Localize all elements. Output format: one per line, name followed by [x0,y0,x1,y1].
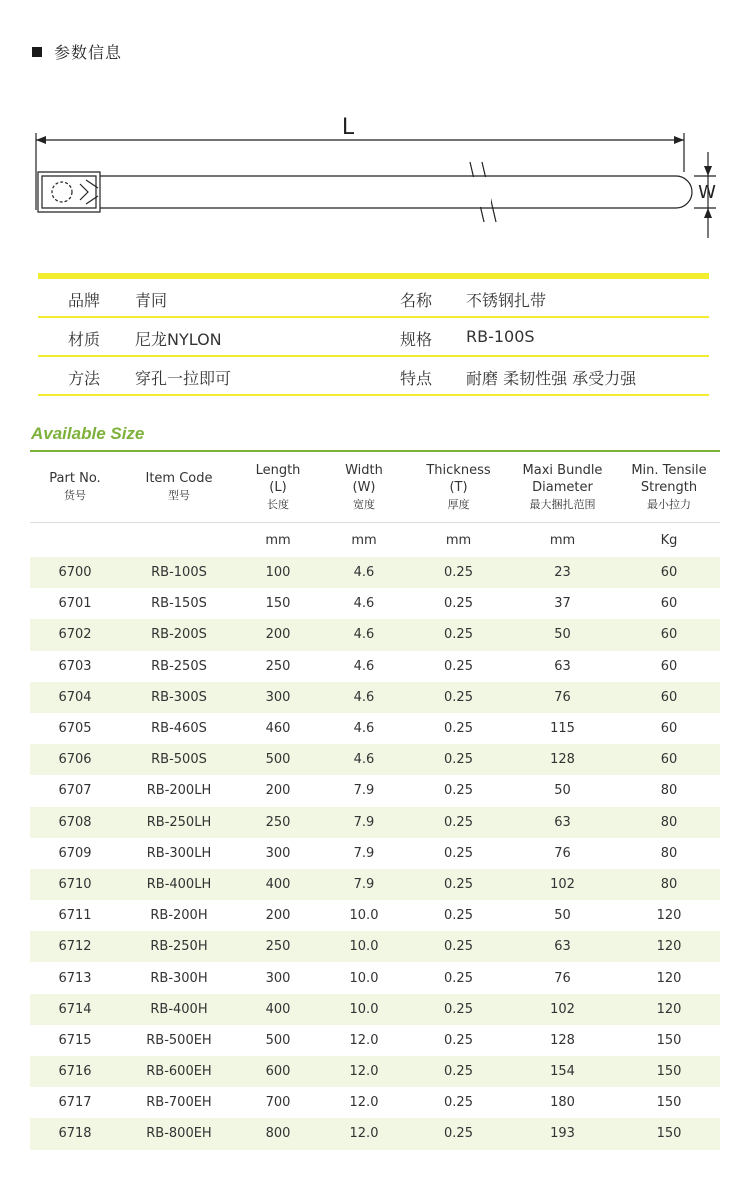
table-cell: 80 [660,876,678,892]
column-header [318,452,410,523]
header-label-cn: 货号 [64,489,86,502]
spec-key: 材质 [68,330,101,349]
table-cell: RB-300S [151,689,207,705]
table-cell: 63 [554,658,571,674]
cable-tie-diagram [0,100,750,250]
table-cell: 0.25 [444,970,473,986]
table-cell: 120 [656,1001,682,1017]
table-cell: RB-500EH [146,1032,212,1048]
table-cell: 200 [265,908,291,924]
table-cell: 0.25 [444,939,473,955]
unit-cell: mm [265,532,291,548]
header-label: Strength [640,479,698,495]
column-header [507,452,618,523]
table-row [30,1087,720,1118]
header-label: (L) [269,479,287,495]
table-cell: 128 [550,1032,575,1048]
table-cell: 0.25 [444,845,473,861]
header-label-cn: 最大捆扎范围 [529,497,596,511]
table-cell: 0.25 [444,814,473,830]
table-cell: 37 [554,596,571,612]
tie-head-hole [52,182,72,202]
spec-key: 方法 [68,369,101,388]
table-cell: 800 [265,1126,291,1142]
table-cell: RB-200H [150,908,208,924]
header-label: (T) [449,479,468,495]
spec-value: RB-100S [466,327,535,346]
table-cell: 6707 [58,783,92,799]
header-label: Diameter [532,479,593,495]
column-header [120,452,238,523]
table-cell: 7.9 [353,783,375,799]
table-cell: 6715 [58,1032,92,1048]
spec-value: 穿孔一拉即可 [135,369,232,388]
table-cell: 50 [554,908,571,924]
table-row [30,557,720,588]
table-header-row [30,452,720,523]
table-cell: 6714 [58,1001,92,1017]
table-cell: 60 [660,596,678,612]
header-label: Width [345,462,383,478]
spec-value: 耐磨 柔韧性强 承受力强 [466,369,637,388]
table-cell: 150 [656,1126,682,1142]
section-header [32,40,122,63]
size-table [30,452,720,1150]
table-cell: 63 [554,939,571,955]
table-cell: 0.25 [444,689,473,705]
table-row [30,838,720,869]
table-cell: 12.0 [349,1095,379,1111]
table-cell: 0.25 [444,721,473,737]
table-cell: 500 [265,1032,291,1048]
table-cell: 6710 [58,876,92,892]
spec-value: 青同 [135,291,168,310]
table-cell: 6712 [58,939,92,955]
header-label-cn: 宽度 [353,497,375,511]
unit-cell: Kg [660,532,678,548]
table-cell: RB-200LH [146,783,212,799]
length-label: L [341,115,355,140]
table-cell: 6711 [58,908,92,924]
column-header [238,452,318,523]
table-cell: 250 [265,814,291,830]
table-cell: 150 [265,596,291,612]
unit-cell [30,523,120,558]
width-label: W [698,182,716,203]
table-cell: 23 [554,565,571,581]
section-title: 参数信息 [54,43,123,62]
table-cell: RB-400LH [146,876,212,892]
table-cell: 60 [660,689,678,705]
spec-table [38,279,709,396]
table-row [30,651,720,682]
table-cell: 0.25 [444,1001,473,1017]
spec-key: 规格 [400,330,433,349]
table-cell: 120 [656,970,682,986]
table-cell: 4.6 [353,627,375,643]
tie-tail [676,176,692,208]
table-cell: 6704 [58,689,92,705]
table-row [30,807,720,838]
table-cell: 60 [660,721,678,737]
table-row [30,775,720,806]
table-cell: 50 [554,627,571,643]
table-cell: 76 [554,845,571,861]
table-cell: 150 [656,1095,682,1111]
table-cell: 200 [265,627,291,643]
table-cell: 10.0 [349,1001,379,1017]
table-cell: 180 [550,1095,575,1111]
table-cell: RB-250S [151,658,207,674]
column-header [618,452,720,523]
table-cell: 150 [656,1032,682,1048]
table-cell: RB-460S [151,721,207,737]
table-cell: 7.9 [353,876,375,892]
table-cell: 60 [660,752,678,768]
spec-value: 不锈钢扎带 [466,291,547,310]
header-label-cn: 厚度 [447,497,470,511]
table-cell: 10.0 [349,939,379,955]
table-cell: 300 [265,845,291,861]
table-cell: 60 [660,658,678,674]
table-cell: 0.25 [444,1095,473,1111]
table-cell: 400 [265,1001,291,1017]
table-cell: 0.25 [444,658,473,674]
table-cell: 0.25 [444,908,473,924]
spec-key: 名称 [400,291,433,310]
header-label-cn: 型号 [168,489,190,502]
table-row [30,900,720,931]
table-row [30,1056,720,1087]
table-cell: 6708 [58,814,92,830]
table-cell: 12.0 [349,1032,379,1048]
spec-row [38,279,709,318]
arrow-down-icon [704,166,712,176]
table-cell: 120 [656,908,682,924]
table-cell: 4.6 [353,658,375,674]
table-cell: RB-600EH [146,1064,212,1080]
header-label: Part No. [49,471,101,486]
table-cell: RB-300LH [146,845,212,861]
table-cell: 6709 [58,845,92,861]
table-cell: 150 [656,1064,682,1080]
table-row [30,994,720,1025]
table-cell: RB-700EH [146,1095,212,1111]
table-cell: 102 [550,1001,575,1017]
arrow-up-icon [704,208,712,218]
table-cell: 6718 [58,1126,92,1142]
table-row [30,1118,720,1149]
table-cell: 60 [660,627,678,643]
table-cell: 6717 [58,1095,92,1111]
table-cell: 80 [660,814,678,830]
table-cell: 0.25 [444,876,473,892]
table-cell: 400 [265,876,291,892]
table-cell: 4.6 [353,596,375,612]
table-cell: RB-500S [151,752,207,768]
table-cell: 7.9 [353,814,375,830]
table-cell: 0.25 [444,596,473,612]
table-cell: 460 [265,721,291,737]
table-cell: 0.25 [444,783,473,799]
table-cell: 6706 [58,752,92,768]
arrow-left-icon [36,136,46,144]
spec-row [38,357,709,396]
spec-value: 尼龙NYLON [135,330,222,349]
table-cell: 10.0 [349,908,379,924]
table-cell: 200 [265,783,291,799]
table-cell: 193 [550,1126,575,1142]
header-label: Min. Tensile [631,462,707,478]
table-cell: 63 [554,814,571,830]
unit-cell [120,523,238,558]
table-cell: 6716 [58,1064,92,1080]
table-cell: 250 [265,939,291,955]
table-cell: 6705 [58,721,92,737]
table-cell: 76 [554,970,571,986]
table-cell: 6700 [58,565,92,581]
table-cell: 4.6 [353,689,375,705]
table-cell: 6713 [58,970,92,986]
tie-head [38,172,100,212]
table-cell: 6701 [58,596,92,612]
table-cell: 0.25 [444,1126,473,1142]
header-label: Item Code [145,471,213,486]
table-cell: 12.0 [349,1126,379,1142]
unit-cell: mm [445,532,472,548]
table-row [30,713,720,744]
spec-key: 品牌 [68,291,101,310]
table-cell: 300 [265,689,291,705]
units-row [30,523,720,558]
table-cell: 60 [660,565,678,581]
table-row [30,1025,720,1056]
header-label-cn: 最小拉力 [647,497,691,511]
table-cell: 4.6 [353,752,375,768]
table-cell: 6703 [58,658,92,674]
table-cell: 7.9 [353,845,375,861]
table-row [30,682,720,713]
arrow-right-icon [674,136,684,144]
table-cell: 154 [550,1064,575,1080]
table-cell: 0.25 [444,565,473,581]
table-cell: 10.0 [349,970,379,986]
spec-key: 特点 [400,369,433,388]
table-cell: 12.0 [349,1064,379,1080]
table-row [30,962,720,993]
table-cell: 120 [656,939,682,955]
spec-row [38,318,709,357]
table-cell: 76 [554,689,571,705]
header-label: Maxi Bundle [522,462,603,478]
table-cell: 0.25 [444,752,473,768]
unit-cell: mm [351,532,377,548]
table-cell: 600 [265,1064,291,1080]
table-cell: RB-400H [150,1001,208,1017]
table-cell: 4.6 [353,721,375,737]
table-cell: 128 [550,752,575,768]
table-cell: 50 [554,783,571,799]
table-cell: RB-800EH [146,1126,212,1142]
table-cell: 6702 [58,627,92,643]
column-header [30,452,120,523]
table-cell: RB-100S [151,565,207,581]
table-row [30,931,720,962]
header-label: Thickness [426,462,491,478]
table-cell: RB-150S [151,596,207,612]
table-cell: 80 [660,783,678,799]
table-row [30,619,720,650]
table-cell: 4.6 [353,565,375,581]
header-label-cn: 长度 [267,497,289,511]
table-row [30,588,720,619]
table-row [30,744,720,775]
table-body [30,523,720,1150]
table-cell: 500 [265,752,291,768]
table-cell: 0.25 [444,1064,473,1080]
table-cell: 0.25 [444,1032,473,1048]
column-header [410,452,507,523]
table-cell: 250 [265,658,291,674]
table-cell: 300 [265,970,291,986]
table-cell: 0.25 [444,627,473,643]
table-row [30,869,720,900]
table-cell: RB-250H [150,939,208,955]
square-bullet-icon [32,47,42,57]
header-label: (W) [352,479,376,495]
table-cell: 100 [265,565,291,581]
table-cell: 115 [550,721,575,737]
table-cell: RB-300H [150,970,208,986]
table-cell: 700 [265,1095,291,1111]
unit-cell: mm [549,532,576,548]
table-cell: RB-200S [151,627,207,643]
header-label: Length [255,462,301,478]
table-cell: 80 [660,845,678,861]
table-cell: 102 [550,876,575,892]
available-size-title: Available Size [31,424,145,443]
table-cell: RB-250LH [146,814,212,830]
